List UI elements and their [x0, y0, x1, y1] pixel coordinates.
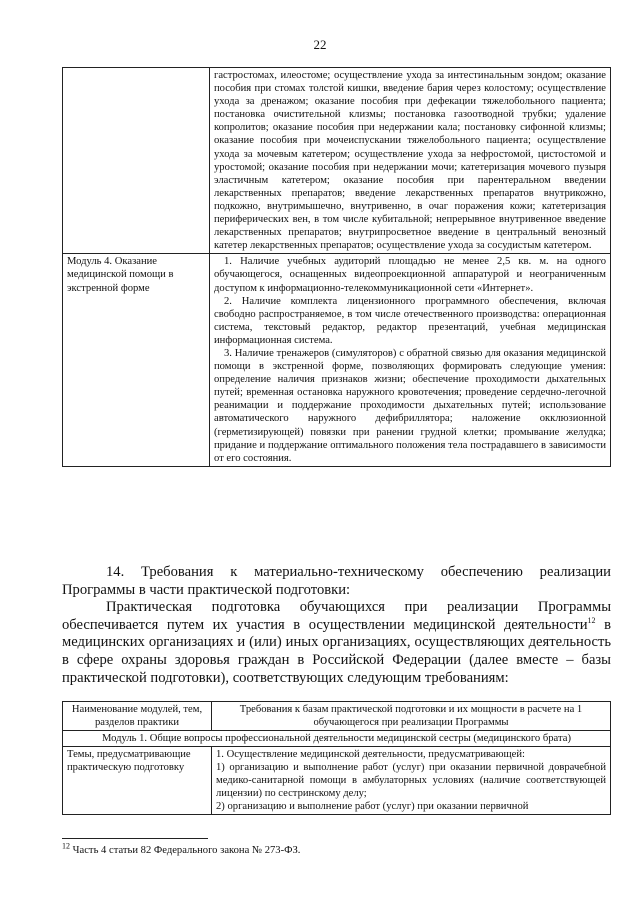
- requirement-item: 3. Наличие тренажеров (симуляторов) с обратной связью для оказания медицинской помощи в экстренной форме, позволяющих формировать следующие умения: определение наличия признаков жизни; обеспечение проходимости дыхательных путей; временная остановка наружного кровотечения; проведение сердечно-легочной реанимации и поддержание проходимости дыхательных путей; использование автоматического наружного дефибриллятора; наложение окклюзионной (герметизирующей) повязки при ранении грудной клетки; промывание желудка; придание и поддержание оптимального положения тела пострадавшего в зависимости от его состояния.: [214, 347, 606, 464]
- table-header-cell: Наименование модулей, тем, разделов практики: [63, 702, 212, 731]
- table-row: [63, 731, 611, 747]
- table-cell-requirements: [210, 254, 611, 467]
- table-cell-module: Модуль 4. Оказание медицинской помощи в экстренной форме: [63, 254, 210, 467]
- table-cell-topic: Темы, предусматривающие практическую подготовку: [63, 747, 212, 815]
- section-paragraph: [62, 599, 611, 687]
- footnote-divider: [62, 838, 208, 839]
- page-number: 22: [313, 37, 327, 52]
- paragraph-text: в медицинских организациях и (или) иных организациях, осуществляющих деятельность в сфере охраны здоровья граждан в Российской Федерации (далее вместе – базы практической подготовки), соответствующих следующим требованиям:: [62, 616, 611, 686]
- table-row: [63, 747, 611, 815]
- table-header-cell: Требования к базам практической подготовки и их мощности в расчете на 1 обучающегося при реализации Программы: [212, 702, 611, 731]
- table-header-row: [63, 702, 611, 731]
- footnote-text: Часть 4 статьи 82 Федерального закона № 273-ФЗ.: [70, 845, 301, 856]
- table-cell-requirements: [212, 747, 611, 815]
- requirement-line: 2) организацию и выполнение работ (услуг) при оказании первичной: [216, 801, 529, 812]
- table-row: [63, 254, 611, 467]
- requirement-item: 2. Наличие комплекта лицензионного программного обеспечения, включая свободно распространяемое, в том числе отечественного производства: операционная система, текстовый редактор, редактор презентаций, учебная медицинская информационная система.: [214, 295, 606, 346]
- practice-bases-table: [62, 701, 611, 815]
- requirement-item: 1. Наличие учебных аудиторий площадью не менее 2,5 кв. м. на одного обучающегося, оснащенных видеопроекционной аппаратурой и неограниченным доступом к информационно-телекоммуникационной сети «Интернет».: [214, 256, 606, 294]
- footnote-number: 12: [62, 841, 70, 851]
- table-row: [63, 68, 611, 254]
- section-heading: 14. Требования к материально-техническому обеспечению реализации Программы в части практической подготовки:: [62, 564, 611, 598]
- table-cell-requirements: гастростомах, илеостоме; осуществление ухода за интестинальным зондом; оказание пособия при стомах толстой кишки, введение бария через колостому; осуществление ухода за дренажом; оказание пособия при дефекации тяжелобольного пациента; постановка очистительной клизмы; постановка газоотводной трубки; удаление копролитов; оказание пособия при недержании кала; постановку сифонной клизмы; оказание пособия при мочеиспускании тяжелобольного пациента; осуществление ухода за мочевым катетером; осуществление ухода за нефростомой, цистостомой и уростомой; оказание пособия при недержании мочи; катетеризация мочевого пузыря эластичным катетером; оказание пособия при парентеральном введении лекарственных препаратов; введение лекарственных препаратов внутрикожно, подкожно, внутримышечно, внутривенно, в очаг поражения кожи; катетеризация периферических вен, в том числе кубитальной; непрерывное внутривенное введение лекарственных препаратов; внутрипросветное введение в центральный венозный катетер лекарственных препаратов; осуществление ухода за сосудистым катетером.: [210, 68, 611, 254]
- paragraph-text: Практическая подготовка обучающихся при реализации Программы обеспечивается путем их участия в осуществлении медицинской деятельности: [62, 599, 611, 633]
- footnote: [62, 841, 301, 856]
- requirements-table-continued: [62, 67, 611, 467]
- requirement-line: 1) организацию и выполнение работ (услуг) при оказании первичной доврачебной медико-санитарной помощи в амбулаторных условиях (наличие соответствующей лицензии) по сестринскому делу;: [216, 762, 606, 799]
- module-title-cell: Модуль 1. Общие вопросы профессиональной деятельности медицинской сестры (медицинского брата): [63, 731, 611, 747]
- requirement-line: 1. Осуществление медицинской деятельности, предусматривающей:: [216, 749, 525, 760]
- table-cell-module: [63, 68, 210, 254]
- section-14: [62, 564, 611, 687]
- footnote-reference: 12: [587, 615, 596, 625]
